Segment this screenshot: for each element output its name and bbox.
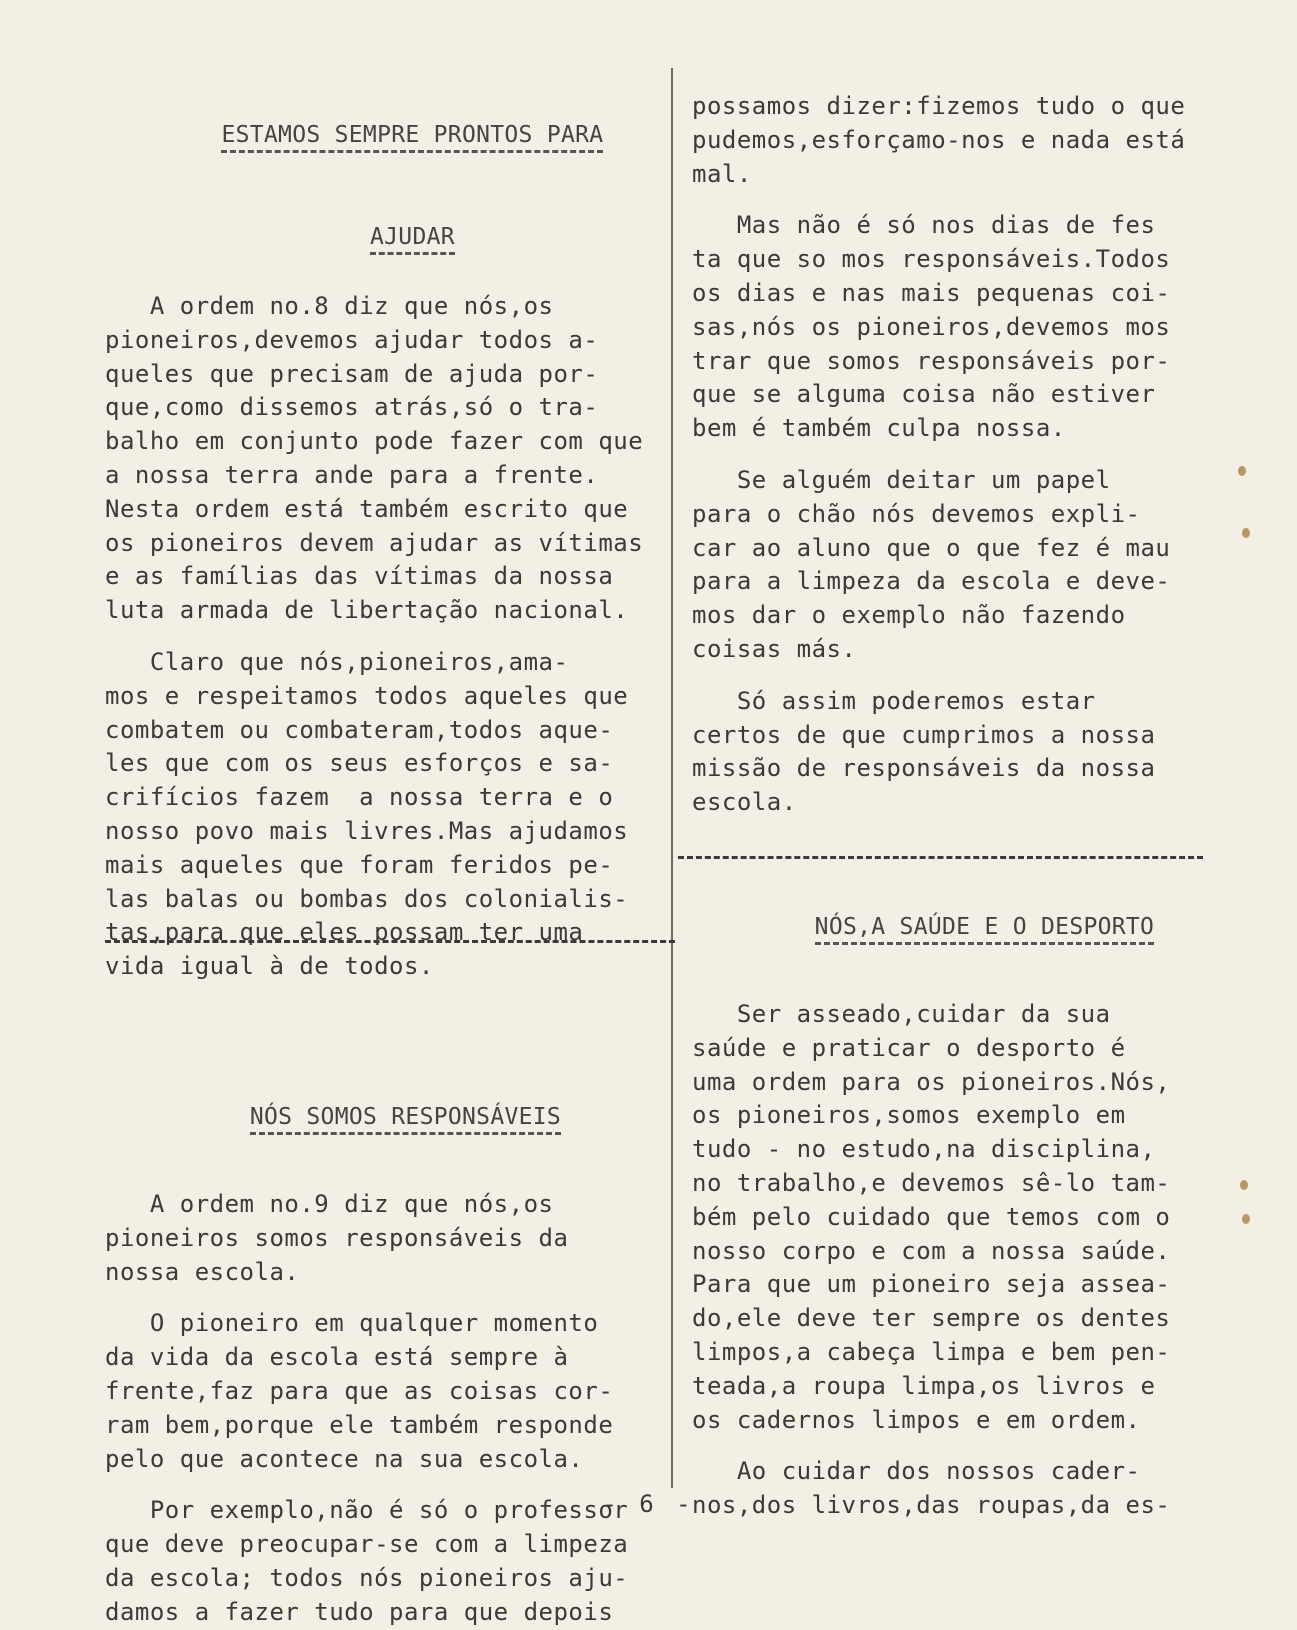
text-line: A ordem no.9 diz que nós,os [105,1189,554,1218]
text-line: combatem ou combateram,todos aque- [105,715,614,744]
paper-stain [1242,528,1250,538]
text-line: do,ele deve ter sempre os dentes [692,1304,1171,1333]
text-line: mal. [692,159,752,188]
title-line: NÓS,A SAÚDE E O DESPORTO [815,914,1155,945]
text-line: vida igual à de todos. [105,952,434,981]
page-number: - 6 - [602,1490,695,1518]
text-line: queles que precisam de ajuda por- [105,359,599,388]
left-column [105,90,665,1630]
text-line: bem é também culpa nossa. [692,414,1066,443]
text-line: Por exemplo,não é só o professor [105,1496,629,1525]
text-line: teada,a roupa limpa,os livros e [692,1371,1156,1400]
article-title [90,90,650,180]
text-line: O pioneiro em qualquer momento [105,1309,599,1338]
text-line: saúde e praticar o desporto é [692,1033,1126,1062]
paper-stain [1238,466,1246,476]
text-line: limpos,a cabeça limpa e bem pen- [692,1337,1171,1366]
paragraph [692,685,1212,820]
text-line: coisas más. [692,634,857,663]
text-line: nosso corpo e com a nossa saúde. [692,1236,1171,1265]
text-line: os pioneiros devem ajudar as vítimas [105,528,644,557]
text-line: para o chão nós devemos expli- [692,499,1141,528]
title-line: NÓS SOMOS RESPONSÁVEIS [250,1104,561,1135]
text-line: las balas ou bombas dos colonialis- [105,884,629,913]
text-line: sas,nós os pioneiros,devemos mos [692,312,1171,341]
text-line: les que com os seus esforços e sa- [105,749,614,778]
text-line: escola. [692,788,797,817]
article-title [83,1072,643,1162]
text-line: bém pelo cuidado que temos com o [692,1202,1171,1231]
text-line: Para que um pioneiro seja assea- [692,1270,1171,1299]
text-line: missão de responsáveis da nossa [692,754,1156,783]
text-line: Ser asseado,cuidar da sua [692,999,1111,1028]
paragraph [105,290,665,628]
text-line: uma ordem para os pioneiros.Nós, [692,1067,1171,1096]
text-line: Mas não é só nos dias de fes [692,211,1156,240]
text-line: damos a fazer tudo para que depois [105,1597,614,1626]
text-line: ram bem,porque ele também responde [105,1410,614,1439]
text-line: balho em conjunto pode fazer com que [105,427,644,456]
text-line: os cadernos limpos e em ordem. [692,1405,1141,1434]
text-line: nossa escola. [105,1257,300,1286]
paper-stain [1240,1180,1248,1190]
text-line: pudemos,esforçamo-nos e nada está [692,125,1186,154]
text-line: nosso povo mais livres.Mas ajudamos [105,816,629,845]
text-line: ta que so mos responsáveis.Todos [692,245,1171,274]
text-line: A ordem no.8 diz que nós,os [105,292,554,320]
text-line: mos e respeitamos todos aqueles que [105,681,629,710]
text-line: nos,dos livros,das roupas,da es- [692,1491,1171,1520]
paragraph [692,209,1212,446]
text-line: mais aqueles que foram feridos pe- [105,850,614,879]
text-line: que deve preocupar-se com a limpeza [105,1530,629,1559]
title-line-1: ESTAMOS SEMPRE PRONTOS PARA [221,122,603,153]
text-line: possamos dizer:fizemos tudo o que [692,92,1186,120]
text-line: Nesta ordem está também escrito que [105,494,629,523]
text-line: frente,faz para que as coisas cor- [105,1376,614,1405]
text-line: pelo que acontece na sua escola. [105,1444,584,1473]
paragraph [105,1307,665,1476]
text-line: luta armada de libertação nacional. [105,596,629,625]
paragraph [692,998,1212,1437]
paragraph [105,646,665,984]
right-column [692,90,1212,1523]
text-line: crifícios fazem a nossa terra e o [105,783,614,812]
text-line: os pioneiros,somos exemplo em [692,1101,1126,1130]
text-line: e as famílias das vítimas da nossa [105,562,614,591]
column-divider [671,68,673,1488]
paragraph [105,1188,665,1289]
paper-stain [1242,1214,1250,1224]
text-line: Só assim poderemos estar [692,686,1096,715]
text-line: que,como dissemos atrás,só o tra- [105,393,599,422]
text-line: certos de que cumprimos a nossa [692,720,1156,749]
text-line: a nossa terra ande para a frente. [105,460,599,489]
text-line: da vida da escola está sempre à [105,1343,569,1372]
text-line: pioneiros somos responsáveis da [105,1223,569,1252]
text-line: mos dar o exemplo não fazendo [692,601,1126,630]
text-line: no trabalho,e devemos sê-lo tam- [692,1168,1171,1197]
text-line: que se alguma coisa não estiver [692,380,1156,409]
text-line: car ao aluno que o que fez é mau [692,533,1171,562]
article-title-continued [90,192,650,282]
article-title [682,882,1202,972]
text-line: da escola; todos nós pioneiros aju- [105,1563,629,1592]
text-line: tas,para que eles possam ter uma [105,918,584,947]
text-line: os dias e nas mais pequenas coi- [692,278,1171,307]
text-line: tudo - no estudo,na disciplina, [692,1135,1156,1164]
text-line: trar que somos responsáveis por- [692,346,1171,375]
text-line: Se alguém deitar um papel [692,465,1111,494]
paragraph [692,90,1212,191]
text-line: Claro que nós,pioneiros,ama- [105,647,569,676]
paragraph [692,464,1212,667]
text-line: para a limpeza da escola e deve- [692,567,1171,596]
title-line-2: AJUDAR [370,224,455,255]
text-line: Ao cuidar dos nossos cader- [692,1457,1141,1486]
text-line: pioneiros,devemos ajudar todos a- [105,325,599,354]
